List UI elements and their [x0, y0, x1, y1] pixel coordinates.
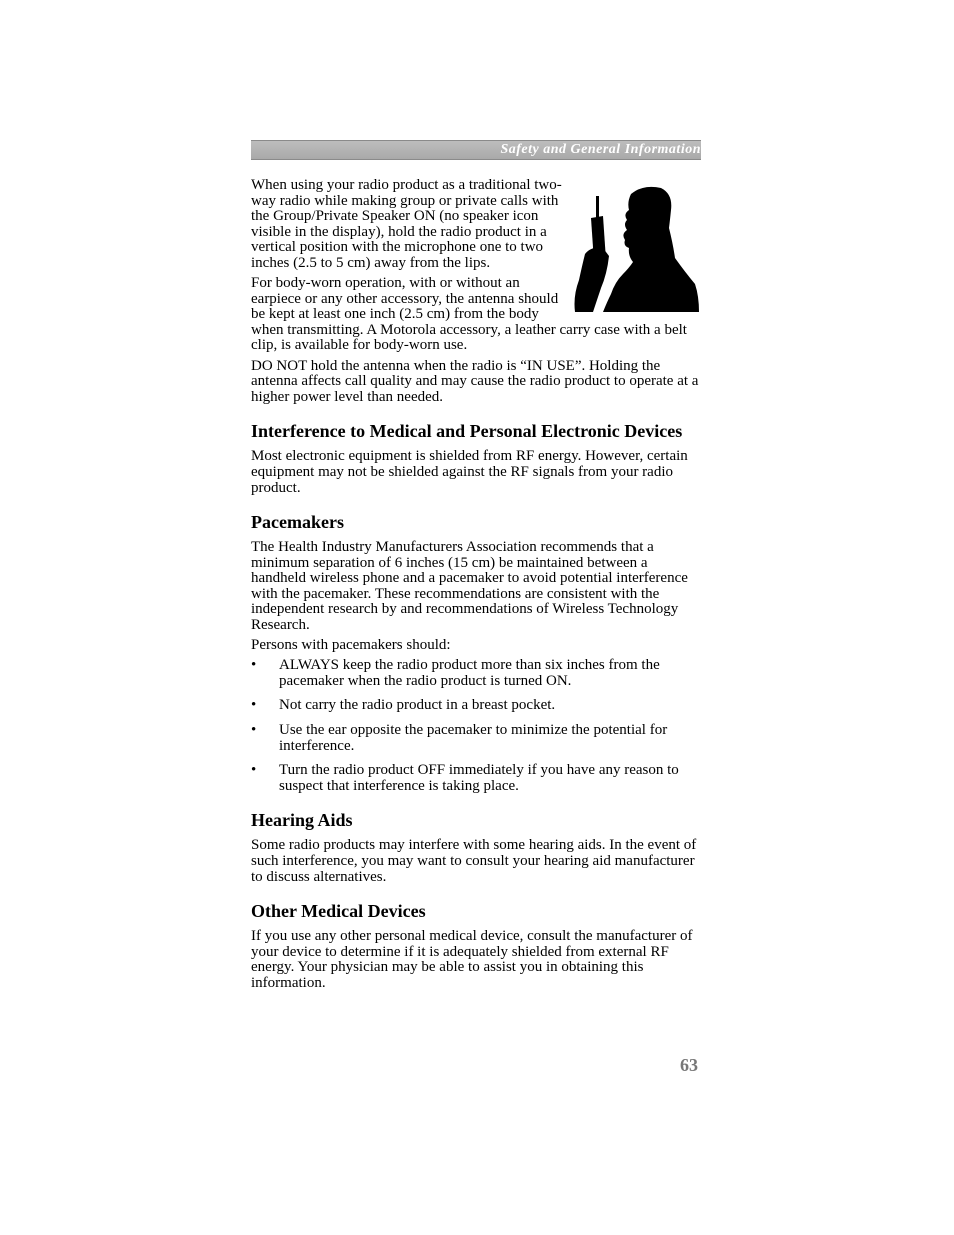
bullet-icon: •: [251, 722, 257, 739]
pacemaker-guidelines-list: [251, 658, 701, 794]
interference-paragraph: Most electronic equipment is shielded from RF energy. However, certain equipment may not be shielded against the RF signals from your radio product.: [251, 448, 688, 496]
page-number: 63: [680, 1055, 698, 1075]
intro-paragraph-3: DO NOT hold the antenna when the radio is “IN USE”. Holding the antenna affects call quality and may cause the radio product to operate at a higher power level than needed.: [251, 357, 699, 405]
list-item: [251, 763, 701, 794]
intro-paragraph-1: When using your radio product as a traditional two-way radio while making group or private calls with the Group/Private Speaker ON (no speaker icon visible in the display), hold the radio product in a vertical position with the microphone one to two inches (2.5 to 5 cm) away from the lips.: [251, 177, 562, 271]
other-medical-devices-paragraph: If you use any other personal medical device, consult the manufacturer of your device to determine if it is adequately shielded from external RF energy. Your physician may be able to assist you in obtaining this information.: [251, 928, 693, 991]
bullet-icon: •: [251, 697, 257, 714]
list-item-text: Not carry the radio product in a breast pocket.: [279, 697, 556, 714]
person-holding-radio-icon: [573, 184, 701, 314]
section-header-title: Safety and General Information: [500, 142, 701, 157]
list-item-text: ALWAYS keep the radio product more than six inches from the pacemaker when the radio product is turned ON.: [279, 657, 660, 689]
list-item: [251, 698, 701, 714]
hearing-aids-paragraph: Some radio products may interfere with some hearing aids. In the event of such interference, you may want to consult your hearing aid manufacturer to discuss alternatives.: [251, 837, 697, 885]
bullet-icon: •: [251, 657, 257, 674]
list-item: [251, 658, 701, 689]
hearing-aids-heading: Hearing Aids: [251, 810, 353, 831]
section-header-bar: [251, 140, 701, 160]
list-item-text: Use the ear opposite the pacemaker to minimize the potential for interference.: [279, 722, 668, 754]
intro-paragraph-2: For body-worn operation, with or without an earpiece or any other accessory, the antenna should be kept at least one inch (2.5 cm) from the body when transmitting. A Motorola accessory, a leather carry case with a belt clip, is available for body-worn use.: [251, 275, 687, 354]
interference-heading: Interference to Medical and Personal Electronic Devices: [251, 421, 683, 442]
list-item-text: Turn the radio product OFF immediately if you have any reason to suspect that interference is taking place.: [279, 762, 679, 794]
pacemakers-paragraph: The Health Industry Manufacturers Association recommends that a minimum separation of 6 inches (15 cm) be maintained between a handheld wireless phone and a pacemaker to avoid potential interference with the pacemaker. These recommendations are consistent with the independent research by and recommendations of Wireless Technology Research.: [251, 539, 688, 634]
list-item: [251, 723, 701, 754]
bullet-icon: •: [251, 762, 257, 779]
other-medical-devices-heading: Other Medical Devices: [251, 901, 426, 922]
pacemakers-heading: Pacemakers: [251, 512, 344, 533]
pacemakers-intro-line: Persons with pacemakers should:: [251, 637, 451, 654]
page-content: [251, 178, 701, 996]
